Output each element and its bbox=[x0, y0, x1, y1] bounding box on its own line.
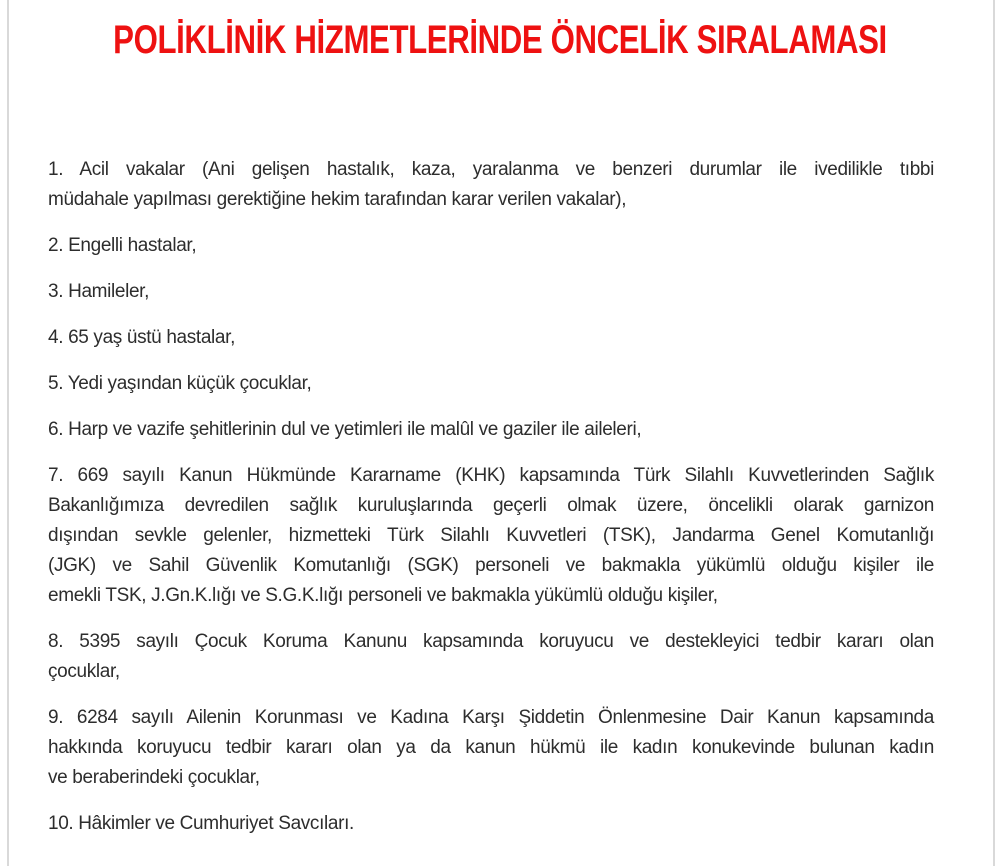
page-title: POLİKLİNİK HİZMETLERİNDE ÖNCELİK SIRALAMASI bbox=[113, 18, 887, 62]
list-item-line: 4. 65 yaş üstü hastalar, bbox=[48, 327, 235, 348]
list-item-line: 3. Hamileler, bbox=[48, 281, 150, 302]
list-item bbox=[48, 809, 934, 839]
list-item bbox=[48, 231, 934, 261]
list-item bbox=[48, 277, 934, 307]
list-item-line: (JGK) ve Sahil Güvenlik Komutanlığı (SGK) personeli ve bakmakla yükümlü olduğu kişiler ile bbox=[48, 555, 934, 576]
list-item-line: 9. 6284 sayılı Ailenin Korunması ve Kadına Karşı Şiddetin Önlenmesine Dair Kanun kapsamında bbox=[48, 707, 934, 728]
list-item-line: ve beraberindeki çocuklar, bbox=[48, 767, 260, 788]
list-item-line: 8. 5395 sayılı Çocuk Koruma Kanunu kapsamında koruyucu ve destekleyici tedbir kararı olan bbox=[48, 631, 934, 652]
left-edge-line bbox=[7, 0, 9, 866]
priority-list bbox=[48, 155, 934, 855]
list-item bbox=[48, 369, 934, 399]
list-item-line: 2. Engelli hastalar, bbox=[48, 235, 197, 256]
list-item-line: 10. Hâkimler ve Cumhuriyet Savcıları. bbox=[48, 813, 354, 834]
list-item-line: dışından sevkle gelenler, hizmetteki Türk Silahlı Kuvvetleri (TSK), Jandarma Genel Komutanlığı bbox=[48, 525, 934, 546]
list-item-line: 5. Yedi yaşından küçük çocuklar, bbox=[48, 373, 312, 394]
list-item bbox=[48, 155, 934, 215]
list-item-line: 6. Harp ve vazife şehitlerinin dul ve yetimleri ile malûl ve gaziler ile aileleri, bbox=[48, 419, 642, 440]
list-item bbox=[48, 703, 934, 793]
list-item bbox=[48, 323, 934, 353]
list-item bbox=[48, 627, 934, 687]
list-item-line: çocuklar, bbox=[48, 661, 120, 682]
list-item-line: emekli TSK, J.Gn.K.lığı ve S.G.K.lığı personeli ve bakmakla yükümlü olduğu kişiler, bbox=[48, 585, 718, 606]
list-item-line: 7. 669 sayılı Kanun Hükmünde Kararname (KHK) kapsamında Türk Silahlı Kuvvetlerinden Sağlık bbox=[48, 465, 934, 486]
list-item-line: 1. Acil vakalar (Ani gelişen hastalık, kaza, yaralanma ve benzeri durumlar ile ivedilikle tıbbi bbox=[48, 159, 934, 180]
list-item-line: Bakanlığımıza devredilen sağlık kuruluşlarında geçerli olmak üzere, öncelikli olarak garnizon bbox=[48, 495, 934, 516]
list-item bbox=[48, 415, 934, 445]
list-item-line: müdahale yapılması gerektiğine hekim tarafından karar verilen vakalar), bbox=[48, 189, 627, 210]
right-edge-line bbox=[993, 0, 995, 866]
list-item bbox=[48, 461, 934, 611]
list-item-line: hakkında koruyucu tedbir kararı olan ya da kanun hükmü ile kadın konukevinde bulunan kadın bbox=[48, 737, 934, 758]
